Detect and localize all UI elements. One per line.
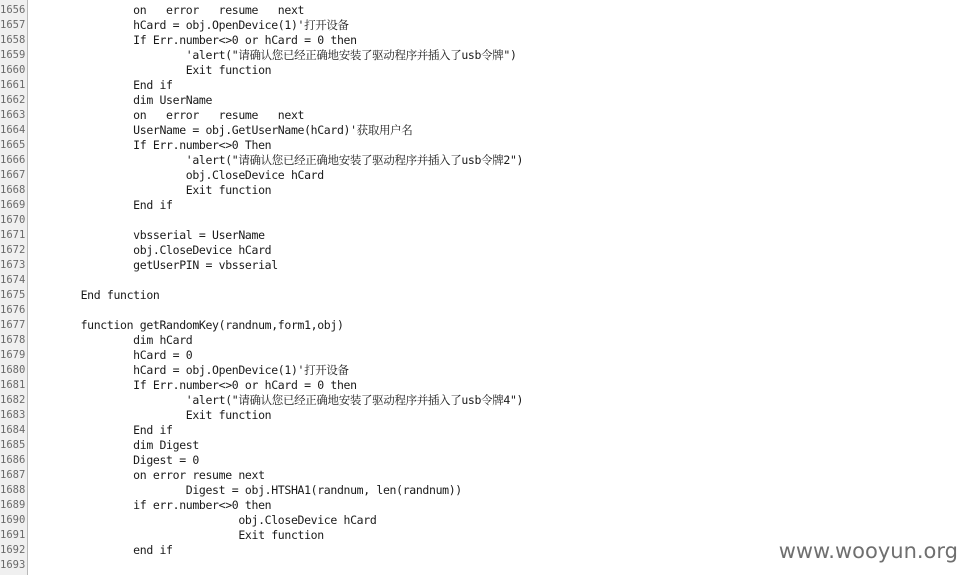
code-line[interactable]: Exit function [28,528,324,542]
code-line[interactable]: Digest = obj.HTSHA1(randnum, len(randnum)) [28,483,462,497]
line-number: 1671 [0,229,26,241]
code-line[interactable]: end if [28,543,173,557]
line-number: 1673 [0,259,26,271]
code-line[interactable]: If Err.number<>0 Then [28,138,272,152]
line-number: 1667 [0,169,26,181]
line-number: 1685 [0,439,26,451]
line-number: 1676 [0,304,26,316]
code-line[interactable]: 'alert("请确认您已经正确地安装了驱动程序并插入了usb令牌4") [28,393,524,407]
code-line[interactable]: If Err.number<>0 or hCard = 0 then [28,33,357,47]
code-line[interactable]: hCard = obj.OpenDevice(1)'打开设备 [28,363,349,377]
code-line[interactable]: Digest = 0 [28,453,199,467]
code-line[interactable]: End if [28,198,173,212]
code-line[interactable] [28,303,968,318]
code-line[interactable]: obj.CloseDevice hCard [28,243,272,257]
line-number: 1665 [0,139,26,151]
line-number: 1691 [0,529,26,541]
code-line[interactable]: function getRandomKey(randnum,form1,obj) [28,318,344,332]
code-line[interactable]: obj.CloseDevice hCard [28,513,377,527]
line-number: 1682 [0,394,26,406]
line-number: 1675 [0,289,26,301]
line-number: 1663 [0,109,26,121]
line-number: 1683 [0,409,26,421]
line-number: 1680 [0,364,26,376]
line-number: 1658 [0,34,26,46]
code-line[interactable]: UserName = obj.GetUserName(hCard)'获取用户名 [28,123,413,137]
line-number: 1664 [0,124,26,136]
line-number: 1693 [0,559,26,571]
line-number: 1674 [0,274,26,286]
line-number: 1656 [0,4,26,16]
code-line[interactable]: End if [28,78,173,92]
line-number: 1659 [0,49,26,61]
code-line[interactable]: on error resume next [28,3,305,17]
line-number: 1689 [0,499,26,511]
line-number-gutter [0,0,28,575]
code-line[interactable] [28,273,968,288]
code-line[interactable]: dim Digest [28,438,199,452]
line-number: 1688 [0,484,26,496]
code-line[interactable]: if err.number<>0 then [28,498,272,512]
code-line[interactable]: on error resume next [28,468,265,482]
code-line[interactable]: Exit function [28,183,272,197]
line-number: 1666 [0,154,26,166]
code-line[interactable]: 'alert("请确认您已经正确地安装了驱动程序并插入了usb令牌") [28,48,517,62]
line-number: 1660 [0,64,26,76]
code-line[interactable]: End function [28,288,160,302]
code-line[interactable]: Exit function [28,408,272,422]
code-line[interactable]: If Err.number<>0 or hCard = 0 then [28,378,357,392]
line-number: 1672 [0,244,26,256]
code-line[interactable]: End if [28,423,173,437]
line-number: 1657 [0,19,26,31]
line-number: 1668 [0,184,26,196]
code-line[interactable]: hCard = obj.OpenDevice(1)'打开设备 [28,18,349,32]
code-area[interactable] [28,0,968,575]
code-line[interactable]: on error resume next [28,108,305,122]
watermark: www.wooyun.org [778,539,958,563]
code-line[interactable]: Exit function [28,63,272,77]
line-number: 1669 [0,199,26,211]
line-number: 1670 [0,214,26,226]
line-number: 1681 [0,379,26,391]
line-number: 1661 [0,79,26,91]
line-number: 1690 [0,514,26,526]
line-number: 1678 [0,334,26,346]
line-number: 1686 [0,454,26,466]
line-number: 1677 [0,319,26,331]
code-line[interactable]: dim hCard [28,333,193,347]
code-line[interactable]: obj.CloseDevice hCard [28,168,324,182]
line-number: 1679 [0,349,26,361]
line-number: 1684 [0,424,26,436]
line-number: 1692 [0,544,26,556]
code-line[interactable]: hCard = 0 [28,348,193,362]
code-line[interactable]: getUserPIN = vbsserial [28,258,278,272]
code-line[interactable] [28,213,968,228]
line-number: 1662 [0,94,26,106]
code-line[interactable]: vbsserial = UserName [28,228,265,242]
code-line[interactable]: 'alert("请确认您已经正确地安装了驱动程序并插入了usb令牌2") [28,153,524,167]
code-line[interactable]: dim UserName [28,93,213,107]
line-number: 1687 [0,469,26,481]
